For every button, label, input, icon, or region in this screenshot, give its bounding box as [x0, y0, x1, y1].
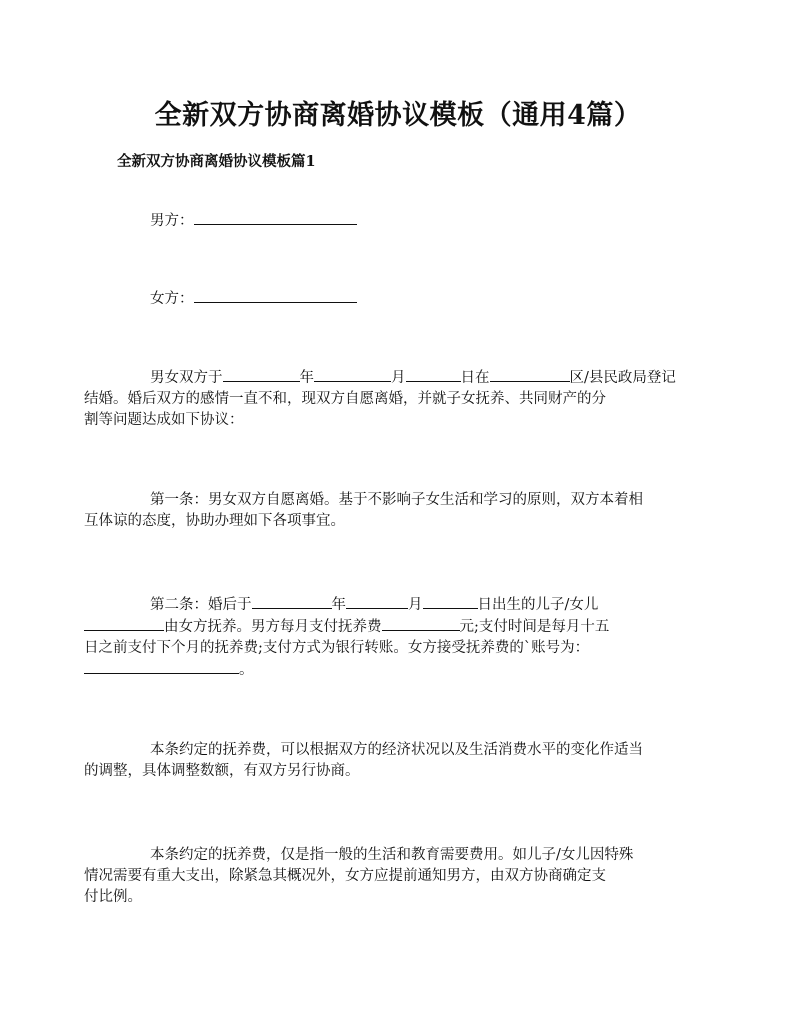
blank-district[interactable] [490, 367, 570, 382]
text-segment: 元;支付时间是每月十五 [459, 619, 610, 635]
paragraph-line [117, 367, 685, 389]
wife-label: 女方： [150, 291, 194, 307]
paragraph-line: 结婚。婚后双方的感情一直不和，现双方自愿离婚，并就子女抚养、共同财产的分 [84, 391, 606, 407]
husband-label: 男方： [150, 213, 194, 229]
paragraph-line [84, 659, 685, 681]
blank-month[interactable] [314, 367, 391, 382]
blank-day[interactable] [406, 367, 461, 382]
paragraph-line: 付比例。 [84, 889, 142, 905]
text-segment: 第二条：婚后于 [150, 597, 252, 613]
paragraph-article-1 [84, 490, 685, 532]
paragraph-line: 的调整，具体调整数额，有双方另行协商。 [84, 763, 360, 779]
paragraph-line: 割等问题达成如下协议： [84, 412, 244, 428]
blank-birth-month[interactable] [346, 594, 408, 609]
blank-child-name[interactable] [84, 616, 164, 631]
blank-year[interactable] [223, 367, 300, 382]
paragraph-line: 日之前支付下个月的抚养费;支付方式为银行转账。女方接受抚养费的`账号为： [84, 640, 590, 656]
text-segment: 年 [331, 597, 346, 613]
husband-blank[interactable] [194, 210, 357, 225]
blank-support-amount[interactable] [382, 616, 460, 631]
paragraph-marriage-info [84, 367, 685, 431]
paragraph-line: 第一条：男女双方自愿离婚。基于不影响子女生活和学习的原则，双方本着相 [150, 492, 643, 508]
blank-birth-day[interactable] [423, 594, 478, 609]
paragraph-line: 情况需要有重大支出，除紧急其概况外，女方应提前通知男方，由双方协商确定支 [84, 868, 606, 884]
text-segment: 。 [239, 662, 254, 678]
section-heading: 全新双方协商离婚协议模板篇1 [117, 153, 316, 170]
wife-blank[interactable] [194, 288, 357, 303]
text-segment: 年 [299, 370, 314, 386]
paragraph-line: 本条约定的抚养费，仅是指一般的生活和教育需要费用。如儿子/女儿因特殊 [150, 847, 634, 863]
text-segment: 日在 [460, 370, 490, 386]
text-segment: 男女双方于 [150, 370, 223, 386]
paragraph-adjustment [84, 740, 685, 782]
paragraph-line: 本条约定的抚养费，可以根据双方的经济状况以及生活消费水平的变化作适当 [150, 742, 643, 758]
wife-line [117, 288, 685, 310]
husband-line [117, 210, 685, 232]
blank-birth-year[interactable] [252, 594, 332, 609]
paragraph-line [84, 616, 685, 638]
document-title: 全新双方协商离婚协议模板（通用4篇） [154, 100, 642, 131]
blank-account-number[interactable] [84, 659, 239, 674]
text-segment: 由女方抚养。男方每月支付抚养费 [164, 619, 382, 635]
paragraph-line: 互体谅的态度，协助办理如下各项事宜。 [84, 513, 345, 529]
text-segment: 日出生的儿子/女儿 [477, 597, 599, 613]
text-segment: 月 [391, 370, 406, 386]
text-segment: 区/县民政局登记 [569, 370, 676, 386]
paragraph-special-expenses [84, 845, 685, 908]
text-segment: 月 [408, 597, 423, 613]
paragraph-article-2 [84, 594, 685, 681]
paragraph-line [117, 594, 685, 616]
